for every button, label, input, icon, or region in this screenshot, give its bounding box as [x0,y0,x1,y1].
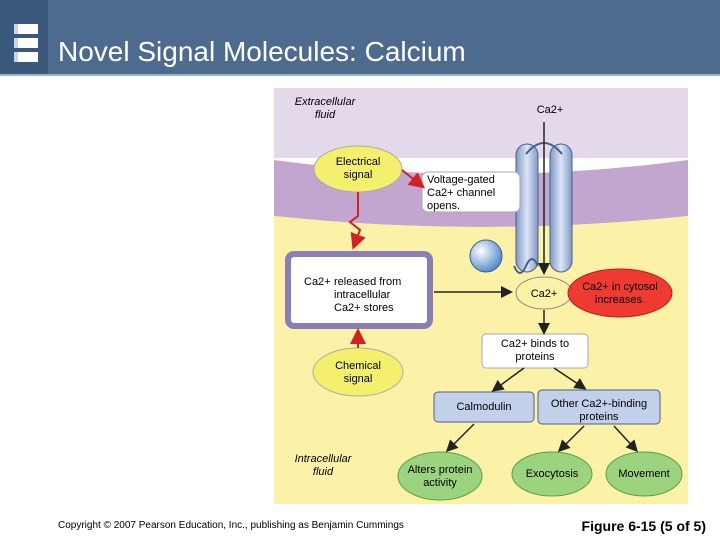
calcium-signaling-diagram [274,88,688,504]
ca-extracellular-label: Ca2+ [536,104,564,116]
intracellular-fluid-label: Intracellular fluid [294,453,352,478]
figure-reference: Figure 6-15 (5 of 5) [581,518,706,534]
title-divider [0,74,720,76]
page-title: Novel Signal Molecules: Calcium [58,36,466,67]
ca-cytosol-label: Ca2+ [530,288,558,300]
channel-opens-label: Voltage-gated Ca2+ channel opens. [427,174,496,212]
electrical-signal-label: Electrical signal [335,156,381,181]
extracellular-fluid-label: Extracellular fluid [294,96,356,121]
ca-stores-prefix-label: Ca2+ [304,276,331,288]
slide-logo-icon [14,24,38,64]
chemical-signal-label: Chemical signal [335,360,381,385]
copyright-notice: Copyright © 2007 Pearson Education, Inc., publishing as Benjamin Cummings [58,520,404,531]
alters-protein-label: Alters protein activity [407,464,473,489]
released-from-stores-label: released from intracellular Ca2+ stores [334,276,402,314]
other-binding-proteins-label: Other Ca2+-binding proteins [550,398,648,423]
calmodulin-label: Calmodulin [456,401,512,413]
title-bar [0,0,720,75]
cytosol-increase-label: Ca2+ in cytosol increases. [582,281,658,306]
binds-proteins-label: Ca2+ binds to proteins [500,338,570,363]
exocytosis-label: Exocytosis [525,468,579,480]
movement-label: Movement [618,468,670,480]
